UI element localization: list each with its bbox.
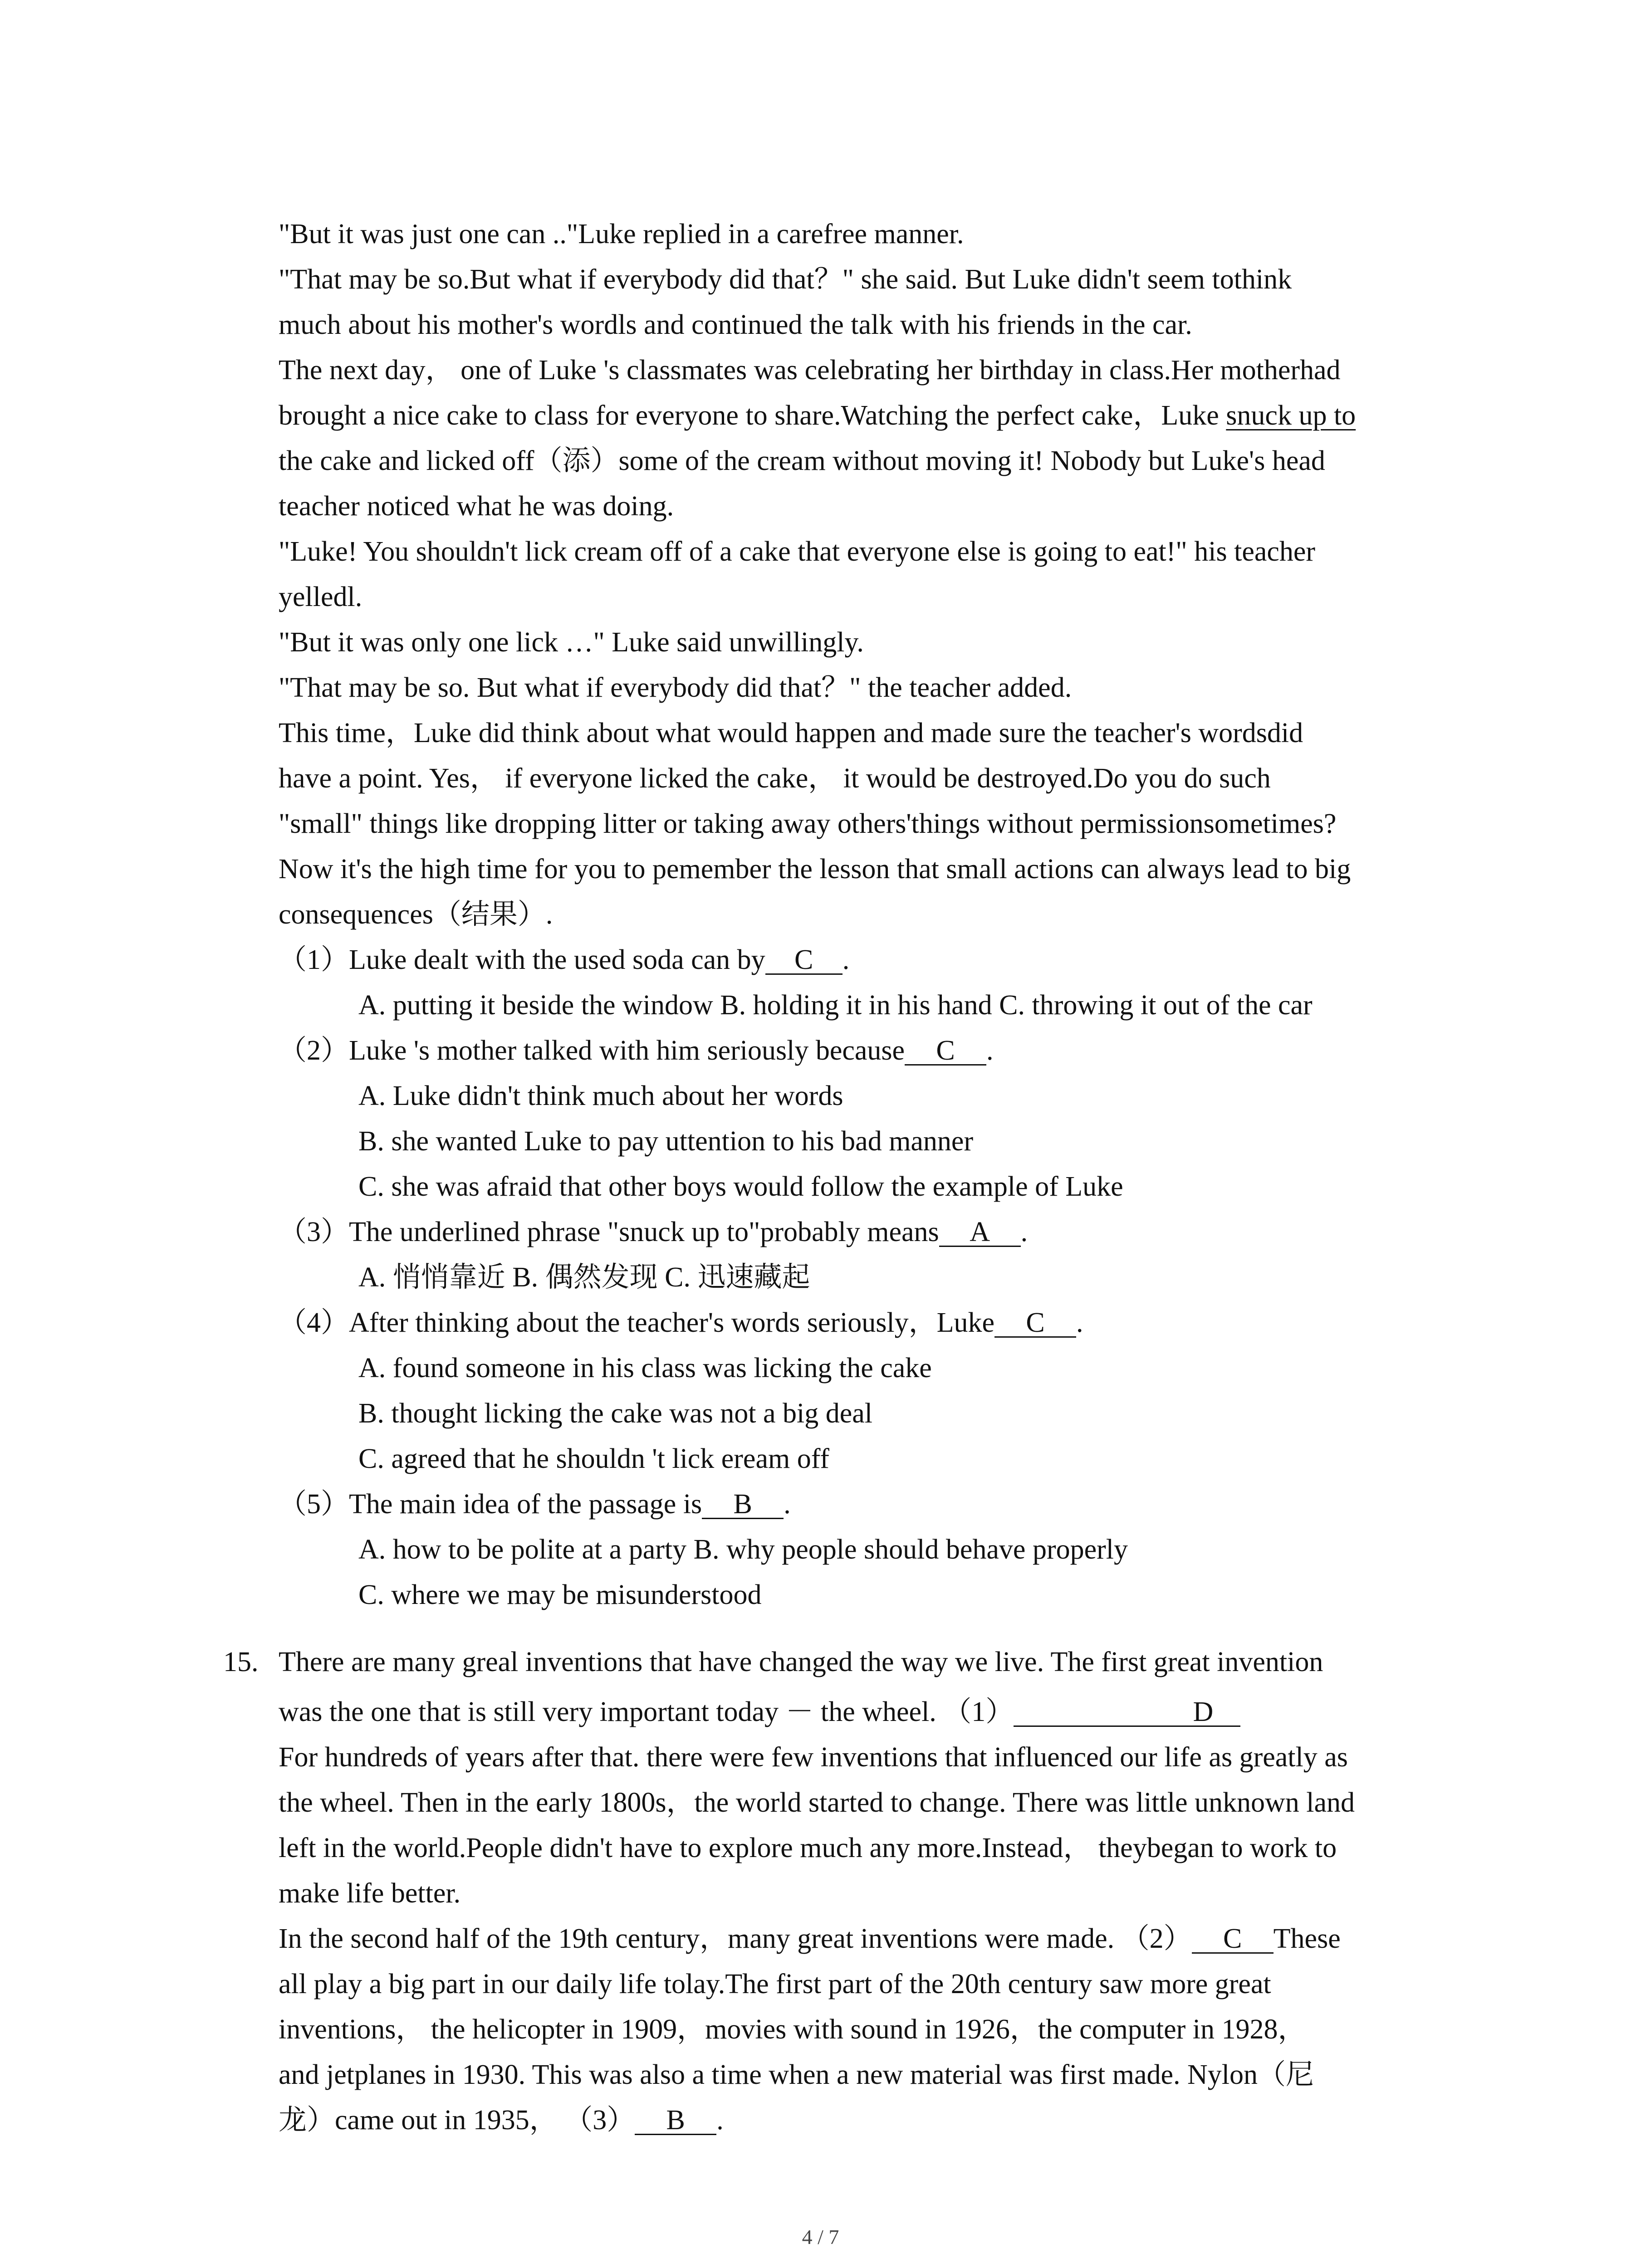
passage-line: left in the world.People didn't have to explore much any more.Instead， theybegan to work to (279, 1833, 1337, 1863)
passage-line: "That may be so. But what if everybody did that？" the teacher added. (279, 672, 1072, 703)
question-5 (279, 1488, 1476, 1520)
question-stem: （2）Luke 's mother talked with him seriously because (279, 1035, 905, 1066)
passage-line: "Luke! You shouldn't lick cream off of a cake that everyone else is going to eat!" his teacher (279, 536, 1316, 567)
question-3 (279, 1216, 1476, 1248)
answer-blank: C (765, 946, 843, 975)
underlined-phrase: snuck up to (1226, 400, 1356, 431)
option-line: A. 悄悄靠近 B. 偶然发现 C. 迅速藏起 (358, 1262, 810, 1293)
question-4 (279, 1306, 1476, 1339)
question-stem: （4）After thinking about the teacher's words seriously，Luke (279, 1307, 995, 1338)
passage-text: . (716, 2105, 724, 2136)
passage-line: "That may be so.But what if everybody did that？" she said. But Luke didn't seem tothink (279, 264, 1292, 295)
option-line: C. agreed that he shouldn 't lick eream off (358, 1443, 829, 1474)
option-line: B. thought licking the cake was not a big deal (358, 1398, 872, 1429)
passage-text: was the one that is still very important today － the wheel. （1） (279, 1696, 1014, 1727)
passage-line: Now it's the high time for you to pemember the lesson that small actions can always lead to big (279, 854, 1351, 885)
passage-line: "But it was only one lick …" Luke said unwillingly. (279, 627, 864, 658)
passage-line (279, 1696, 1476, 1728)
passage-line: teacher noticed what he was doing. (279, 491, 674, 522)
answer-blank: B (635, 2107, 716, 2135)
question-end: . (842, 944, 850, 975)
passage-text: 龙）came out in 1935， （3） (279, 2105, 635, 2136)
passage-line: For hundreds of years after that. there were few inventions that influenced our life as greatly as (279, 1742, 1348, 1773)
question-end: . (986, 1035, 994, 1066)
passage-line: the wheel. Then in the early 1800s，the world started to change. There was little unknown land (279, 1787, 1355, 1818)
passage-line (279, 2104, 1476, 2136)
question-stem: （5）The main idea of the passage is (279, 1489, 702, 1520)
passage-line: and jetplanes in 1930. This was also a time when a new material was first made. Nylon（尼 (279, 2059, 1314, 2090)
answer-blank: A (939, 1218, 1021, 1247)
question-2 (279, 1034, 1476, 1067)
passage-line: make life better. (279, 1878, 461, 1909)
option-line: B. she wanted Luke to pay uttention to his bad manner (358, 1126, 974, 1157)
passage-line: much about his mother's wordls and continued the talk with his friends in the car. (279, 309, 1192, 340)
passage-line: yelledl. (279, 582, 362, 612)
question-stem: （3）The underlined phrase "snuck up to"probably means (279, 1217, 939, 1247)
passage-line: the cake and licked off（添）some of the cream without moving it! Nobody but Luke's head (279, 445, 1325, 476)
passage-text: In the second half of the 19th century，many great inventions were made. （2） (279, 1923, 1192, 1954)
answer-blank: D (1014, 1698, 1240, 1727)
passage-line: inventions， the helicopter in 1909，movies with sound in 1926，the computer in 1928， (279, 2014, 1306, 2045)
question-number: 15. (223, 1647, 259, 1677)
passage-text: brought a nice cake to class for everyone to share.Watching the perfect cake，Luke (279, 400, 1226, 431)
passage-line: The next day， one of Luke 's classmates was celebrating her birthday in class.Her motherhad (279, 355, 1341, 386)
answer-blank: C (905, 1037, 986, 1066)
question-end: . (1076, 1307, 1083, 1338)
answer-blank: C (1192, 1925, 1274, 1954)
option-line: A. Luke didn't think much about her words (358, 1080, 843, 1111)
option-line: A. found someone in his class was licking the cake (358, 1353, 932, 1383)
passage-line (279, 399, 1476, 432)
passage-line (279, 1922, 1476, 1955)
question-stem: （1）Luke dealt with the used soda can by (279, 944, 765, 975)
question-1 (279, 943, 1476, 976)
passage-line: all play a big part in our daily life tolay.The first part of the 20th century saw more great (279, 1969, 1271, 1999)
passage-text: These (1273, 1923, 1341, 1954)
page-number: 4 / 7 (802, 2225, 839, 2248)
answer-blank: C (994, 1309, 1076, 1338)
option-line: C. she was afraid that other boys would follow the example of Luke (358, 1171, 1123, 1202)
passage-line: There are many greal inventions that have changed the way we live. The first great invention (279, 1647, 1323, 1677)
passage-line: "small" things like dropping litter or taking away others'things without permissionsometimes? (279, 808, 1337, 839)
answer-blank: B (702, 1491, 784, 1519)
passage-line: This time，Luke did think about what would happen and made sure the teacher's wordsdid (279, 718, 1303, 748)
option-line: A. putting it beside the window B. holding it in his hand C. throwing it out of the car (358, 990, 1313, 1021)
option-line: A. how to be polite at a party B. why people should behave properly (358, 1534, 1128, 1565)
passage-line: have a point. Yes， if everyone licked the cake， it would be destroyed.Do you do such (279, 763, 1271, 794)
option-line: C. where we may be misunderstood (358, 1579, 762, 1610)
question-end: . (784, 1489, 791, 1520)
passage-line: "But it was just one can .."Luke replied in a carefree manner. (279, 219, 964, 249)
passage-line: consequences（结果）. (279, 899, 553, 930)
question-end: . (1020, 1217, 1028, 1247)
